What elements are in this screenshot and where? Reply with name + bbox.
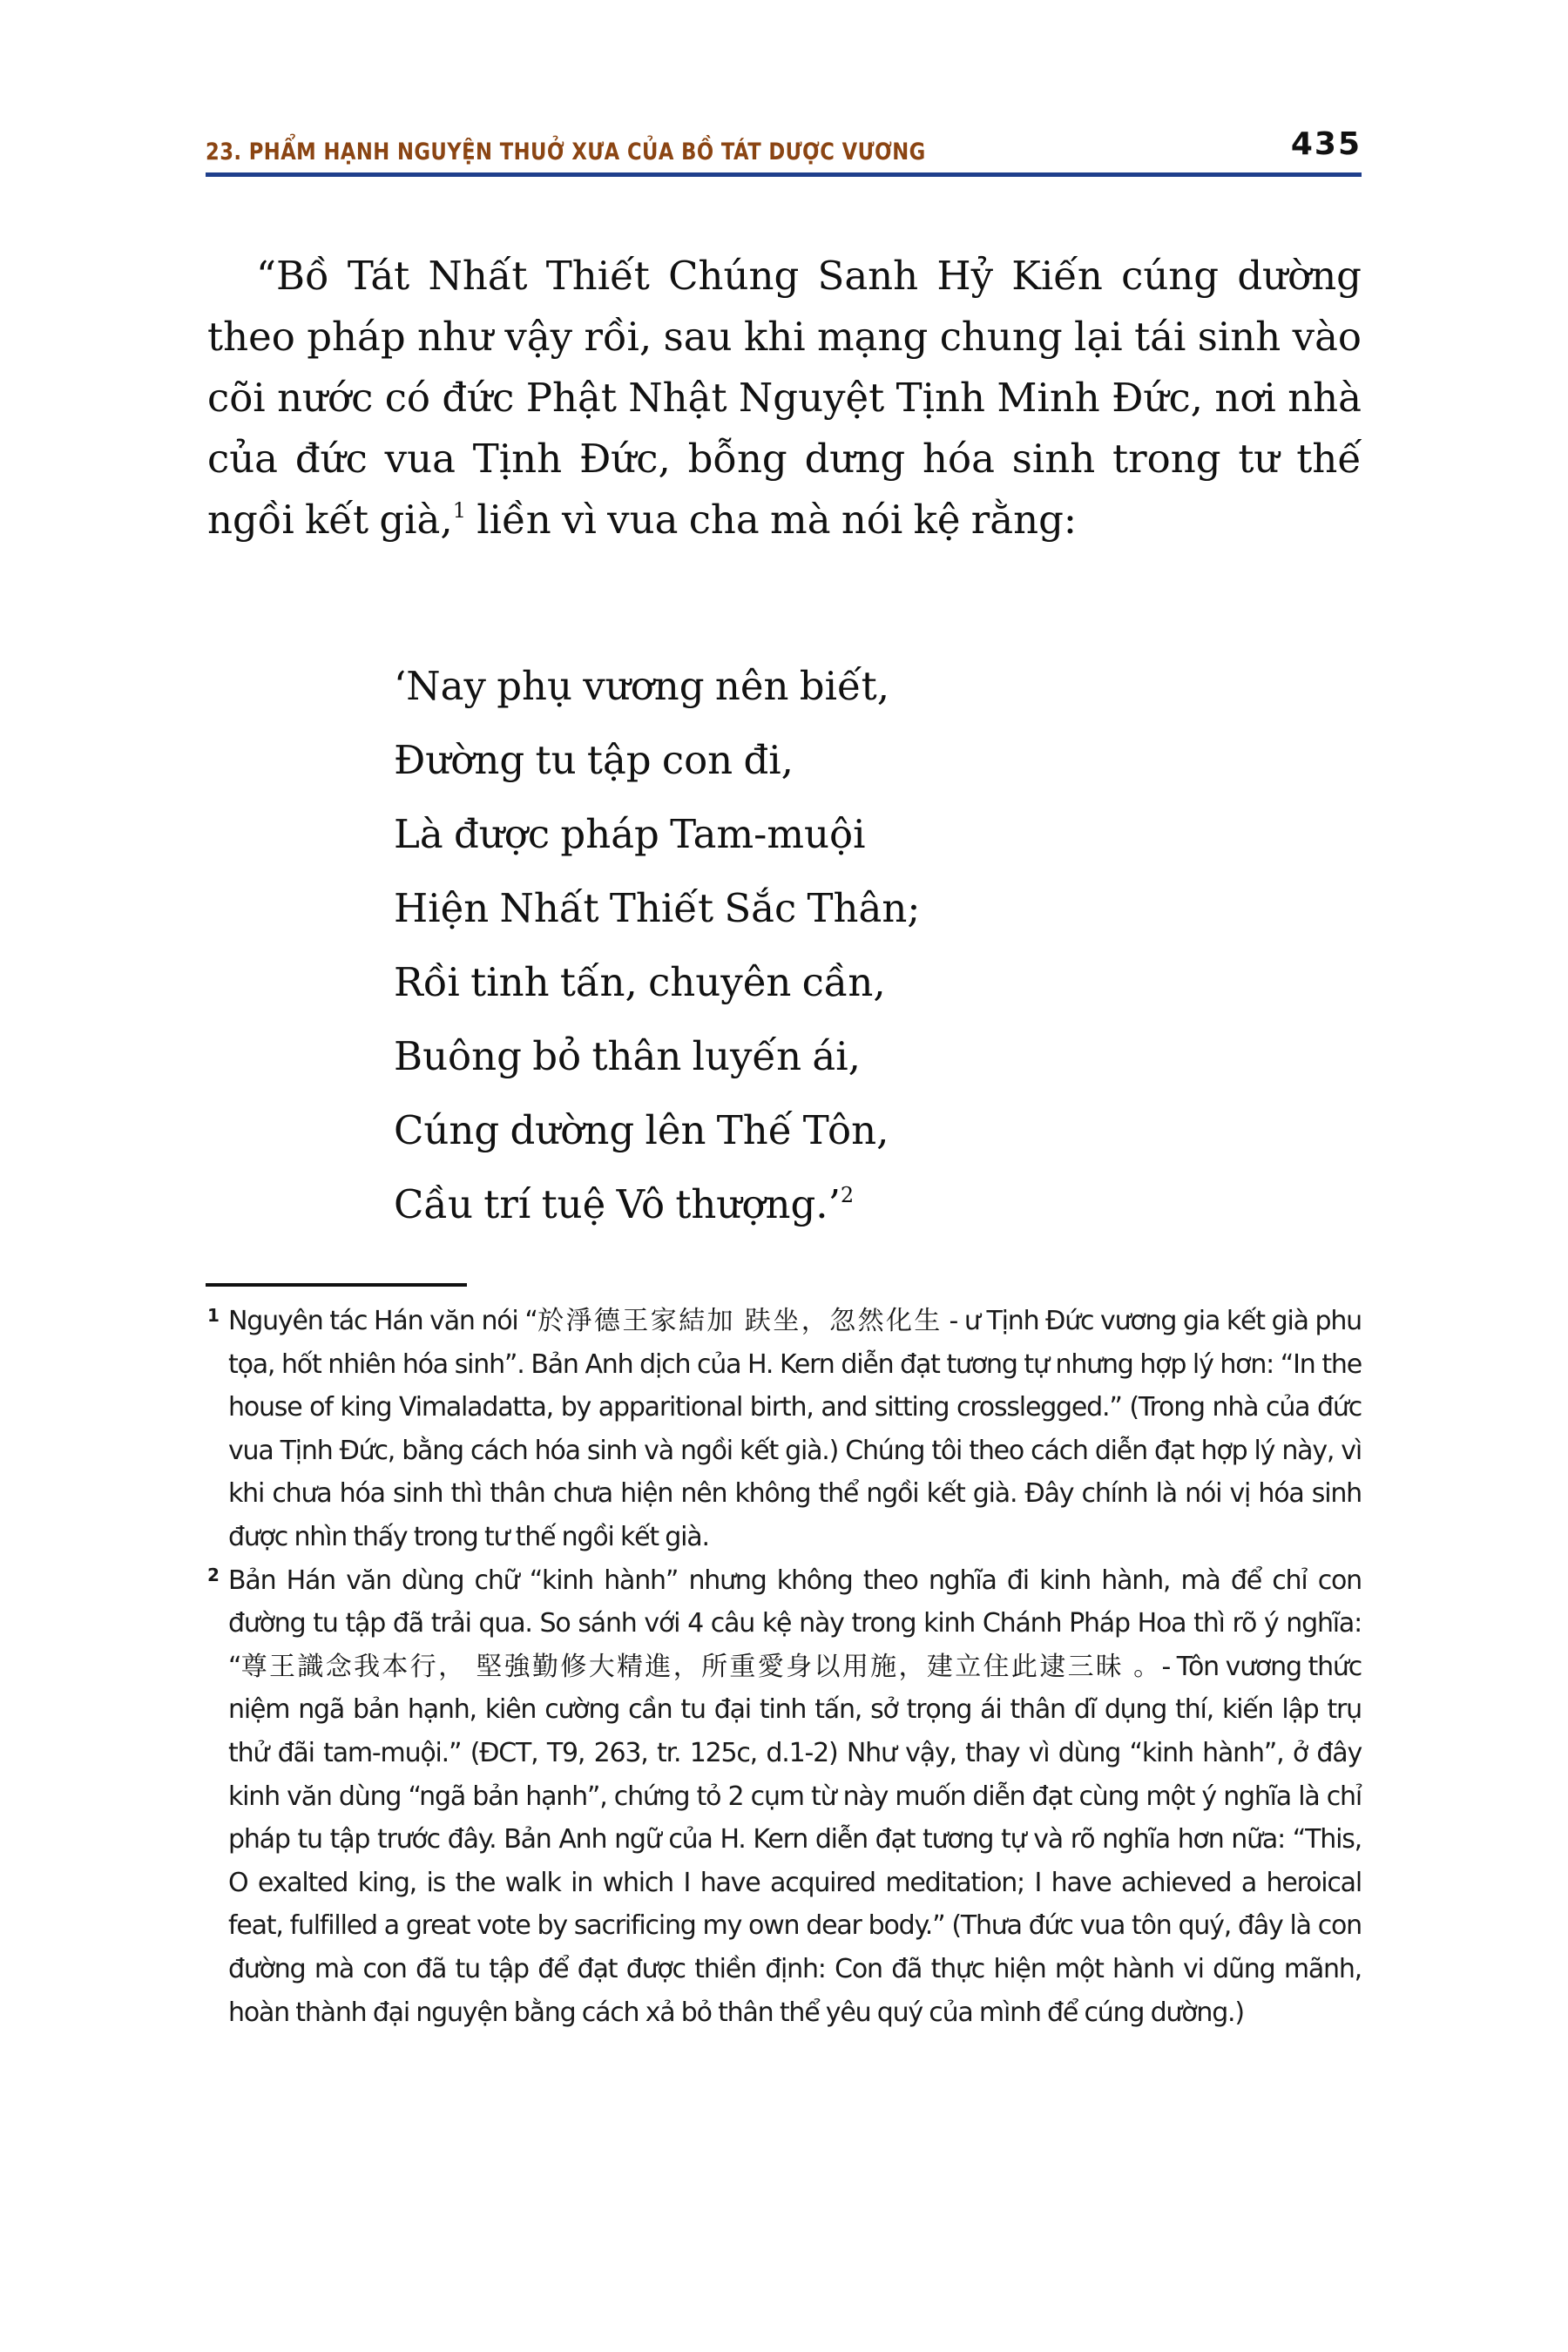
footnotes [207, 1300, 1362, 2034]
page-number: 435 [1290, 126, 1362, 162]
verse-line: Buông bỏ thân luyến ái, [394, 1033, 861, 1079]
footnote-chinese-text: 尊王識念我本行， 堅強勤修大精進，所重愛身以用施，建立住此逮三昧 。 [240, 1651, 1162, 1682]
footnote-marker: 2 [207, 1564, 219, 1585]
footnote-chinese-text: 於淨德王家結加 趺坐，忽然化生 [537, 1306, 943, 1336]
verse-block [394, 649, 1265, 1241]
footnote-text: - Tôn vương thức niệm ngã bản hạnh, kiên cường cần tu đại tinh tấn, sở trọng ái thân dĩ dụng thí, kiến lập trụ thử đãi tam-muội.” (ĐCT, T9, 263, tr. 125c, d.1-2) Như vậy, thay vì dùng “kinh hành”, ở đây kinh văn dùng “ngã bản hạnh”, chứng tỏ 2 cụm từ này muốn diễn đạt cùng một ý nghĩa là chỉ pháp tu tập trước đây. Bản Anh ngữ của H. Kern diễn đạt tương tự và rõ nghĩa hơn nữa: “This, O exalted king, is the walk in which I have acquired meditation; I have achieved a heroical feat, fulfilled a great vote by sacrificing my own dear body.” (Thưa đức vua tôn quý, đây là con đường mà con đã tu tập để đạt được thiền định: Con đã thực hiện một hành vi dũng mãnh, hoàn thành đại nguyện bằng cách xả bỏ thân thể yêu quý của mình để cúng dường.) [228, 1651, 1362, 2028]
verse-line: Là được pháp Tam-muội [394, 811, 866, 857]
paragraph [207, 246, 1362, 551]
chapter-running-title: 23. PHẨM HẠNH NGUYỆN THUỞ XƯA CỦA BỒ TÁT DƯỢC VƯƠNG [206, 139, 926, 166]
paragraph-text-part-1: “Bồ Tát Nhất Thiết Chúng Sanh Hỷ Kiến cúng dường theo pháp như vậy rồi, sau khi mạng chung lại tái sinh vào cõi nước có đức Phật Nhật Nguyệt Tịnh Minh Đức, nơi nhà của đức vua Tịnh Đức, bỗng dưng hóa sinh trong tư thế ngồi kết già, [207, 253, 1362, 543]
main-paragraph [207, 246, 1362, 551]
verse-line: Đường tu tập con đi, [394, 737, 794, 783]
footnote-ref-1[interactable]: 1 [452, 498, 466, 523]
running-header [206, 126, 1362, 169]
verse-line-last [394, 1167, 1265, 1241]
verse-line-text: Cầu trí tuệ Vô thượng.’ [394, 1181, 841, 1227]
verse-line: Cúng dường lên Thế Tôn, [394, 1107, 889, 1153]
footnote-2 [207, 1559, 1362, 2035]
footnote-1 [207, 1300, 1362, 1559]
footnote-separator-rule [206, 1283, 467, 1287]
paragraph-text-part-2: liền vì vua cha mà nói kệ rằng: [465, 497, 1078, 543]
header-rule [206, 172, 1362, 177]
verse-line: ‘Nay phụ vương nên biết, [394, 663, 890, 709]
footnote-marker: 1 [207, 1305, 219, 1326]
verse-line: Hiện Nhất Thiết Sắc Thân; [394, 885, 921, 931]
footnote-text: Bản Hán văn dùng chữ “kinh hành” nhưng không theo nghĩa đi kinh hành, mà để chỉ con đường tu tập đã trải qua. So sánh với 4 câu kệ này trong kinh Chánh Pháp Hoa thì rõ ý nghĩa: “ [228, 1565, 1362, 1682]
footnote-ref-2[interactable]: 2 [840, 1183, 855, 1207]
footnote-text: Nguyên tác Hán văn nói “ [228, 1306, 537, 1336]
verse-line: Rồi tinh tấn, chuyên cần, [394, 959, 886, 1005]
footnote-text: - ư Tịnh Đức vương gia kết già phu tọa, hốt nhiên hóa sinh”. Bản Anh dịch của H. Kern diễn đạt tương tự nhưng hợp lý hơn: “In the house of king Vimaladatta, by apparitional birth, and sitting crosslegged.” (Trong nhà của đức vua Tịnh Đức, bằng cách hóa sinh và ngồi kết già.) Chúng tôi theo cách diễn đạt hợp lý này, vì khi chưa hóa sinh thì thân chưa hiện nên không thể ngồi kết già. Đây chính là nói vị hóa sinh được nhìn thấy trong tư thế ngồi kết già. [228, 1306, 1362, 1552]
